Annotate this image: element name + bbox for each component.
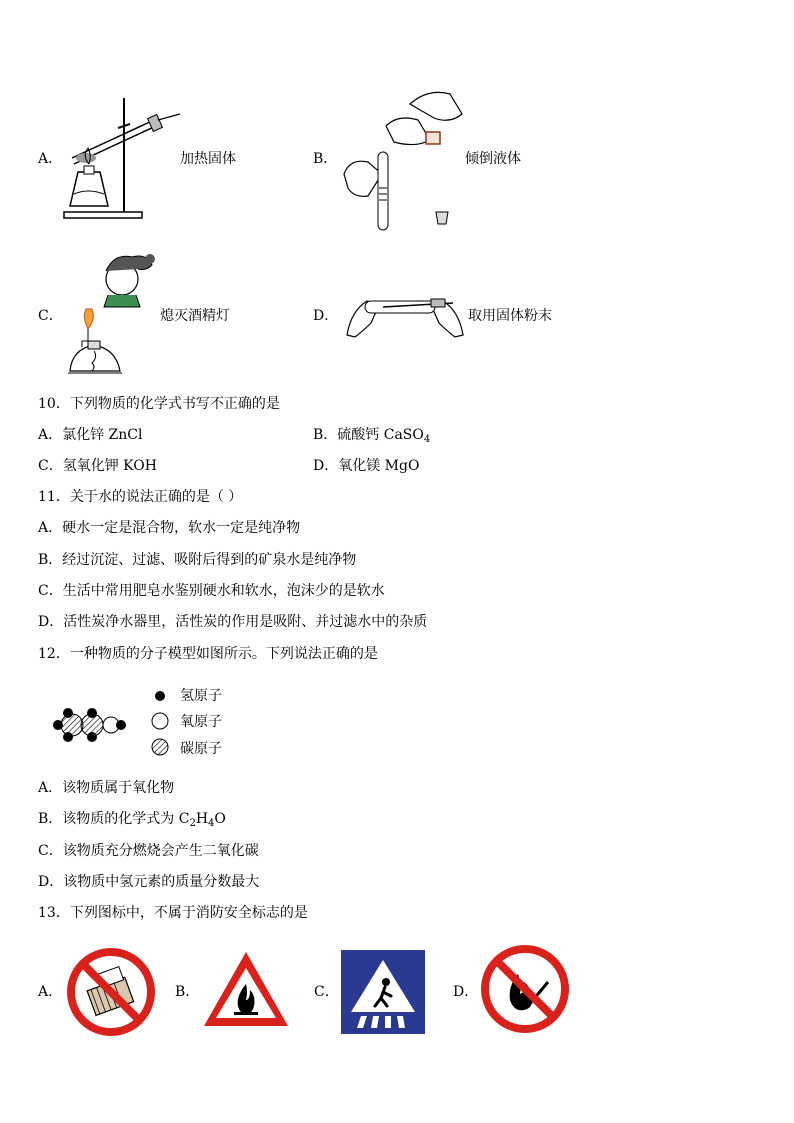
q12-option-b: B．该物质的化学式为 $C_2H_4O$ — [38, 811, 226, 829]
option-letter-d: D． — [313, 308, 339, 324]
legend-oxygen: 氧原子 — [180, 714, 222, 730]
solid-powder-figure — [343, 287, 468, 342]
caption-solid-powder: 取用固体粉末 — [468, 308, 552, 324]
q10-option-d: D．氧化镁 MgO — [313, 458, 420, 474]
q13-letter-d: D． — [453, 984, 479, 1000]
q11-stem: 11．关于水的说法正确的是（ ） — [38, 489, 243, 505]
flammable-warning-sign-icon — [200, 948, 292, 1030]
molecule-legend-icons — [148, 685, 172, 760]
no-matches-sign-icon — [64, 945, 158, 1039]
q10-option-b: B．硫酸钙 CaSO$_4$ — [313, 427, 431, 445]
q12-option-c: C．该物质充分燃烧会产生二氧化碳 — [38, 843, 259, 859]
option-letter-c: C． — [38, 308, 63, 324]
q13-stem: 13．下列图标中，不属于消防安全标志的是 — [38, 905, 308, 921]
oxygen-atom-icon — [152, 713, 168, 729]
legend-hydrogen: 氢原子 — [180, 688, 222, 704]
q13-letter-b: B． — [175, 984, 200, 1000]
q10-option-c: C．氢氧化钾 KOH — [38, 458, 157, 474]
heating-solid-figure — [58, 90, 183, 225]
extinguish-lamp-figure — [62, 245, 162, 385]
hydrogen-atom-icon — [155, 691, 165, 701]
q12-option-d: D．该物质中氢元素的质量分数最大 — [38, 874, 260, 890]
option-letter-b: B． — [313, 151, 338, 167]
caption-extinguish-lamp: 熄灭酒精灯 — [160, 308, 230, 324]
q10-option-a: A．氯化锌 ZnCl — [38, 427, 143, 443]
q12-stem: 12．一种物质的分子模型如图所示。下列说法正确的是 — [38, 646, 378, 662]
q13-letter-c: C． — [314, 984, 339, 1000]
option-letter-a: A． — [38, 151, 63, 167]
q12-option-a: A．该物质属于氧化物 — [38, 780, 175, 796]
pouring-liquid-figure — [338, 84, 468, 234]
no-open-flame-sign-icon — [478, 942, 572, 1036]
q10-stem: 10．下列物质的化学式书写不正确的是 — [38, 396, 280, 412]
q11-option-b: B．经过沉淀、过滤、吸附后得到的矿泉水是纯净物 — [38, 552, 357, 568]
q13-letter-a: A． — [38, 984, 63, 1000]
caption-heating-solid: 加热固体 — [180, 151, 236, 167]
molecule-model-figure — [50, 705, 130, 745]
caption-pouring-liquid: 倾倒液体 — [465, 151, 521, 167]
legend-carbon: 碳原子 — [180, 741, 222, 757]
q11-option-c: C．生活中常用肥皂水鉴别硬水和软水，泡沫少的是软水 — [38, 583, 385, 599]
pedestrian-crossing-sign-icon — [341, 950, 425, 1034]
q11-option-a: A．硬水一定是混合物，软水一定是纯净物 — [38, 520, 301, 536]
carbon-atom-icon — [152, 739, 168, 755]
q11-option-d: D．活性炭净水器里，活性炭的作用是吸附、并过滤水中的杂质 — [38, 614, 428, 630]
